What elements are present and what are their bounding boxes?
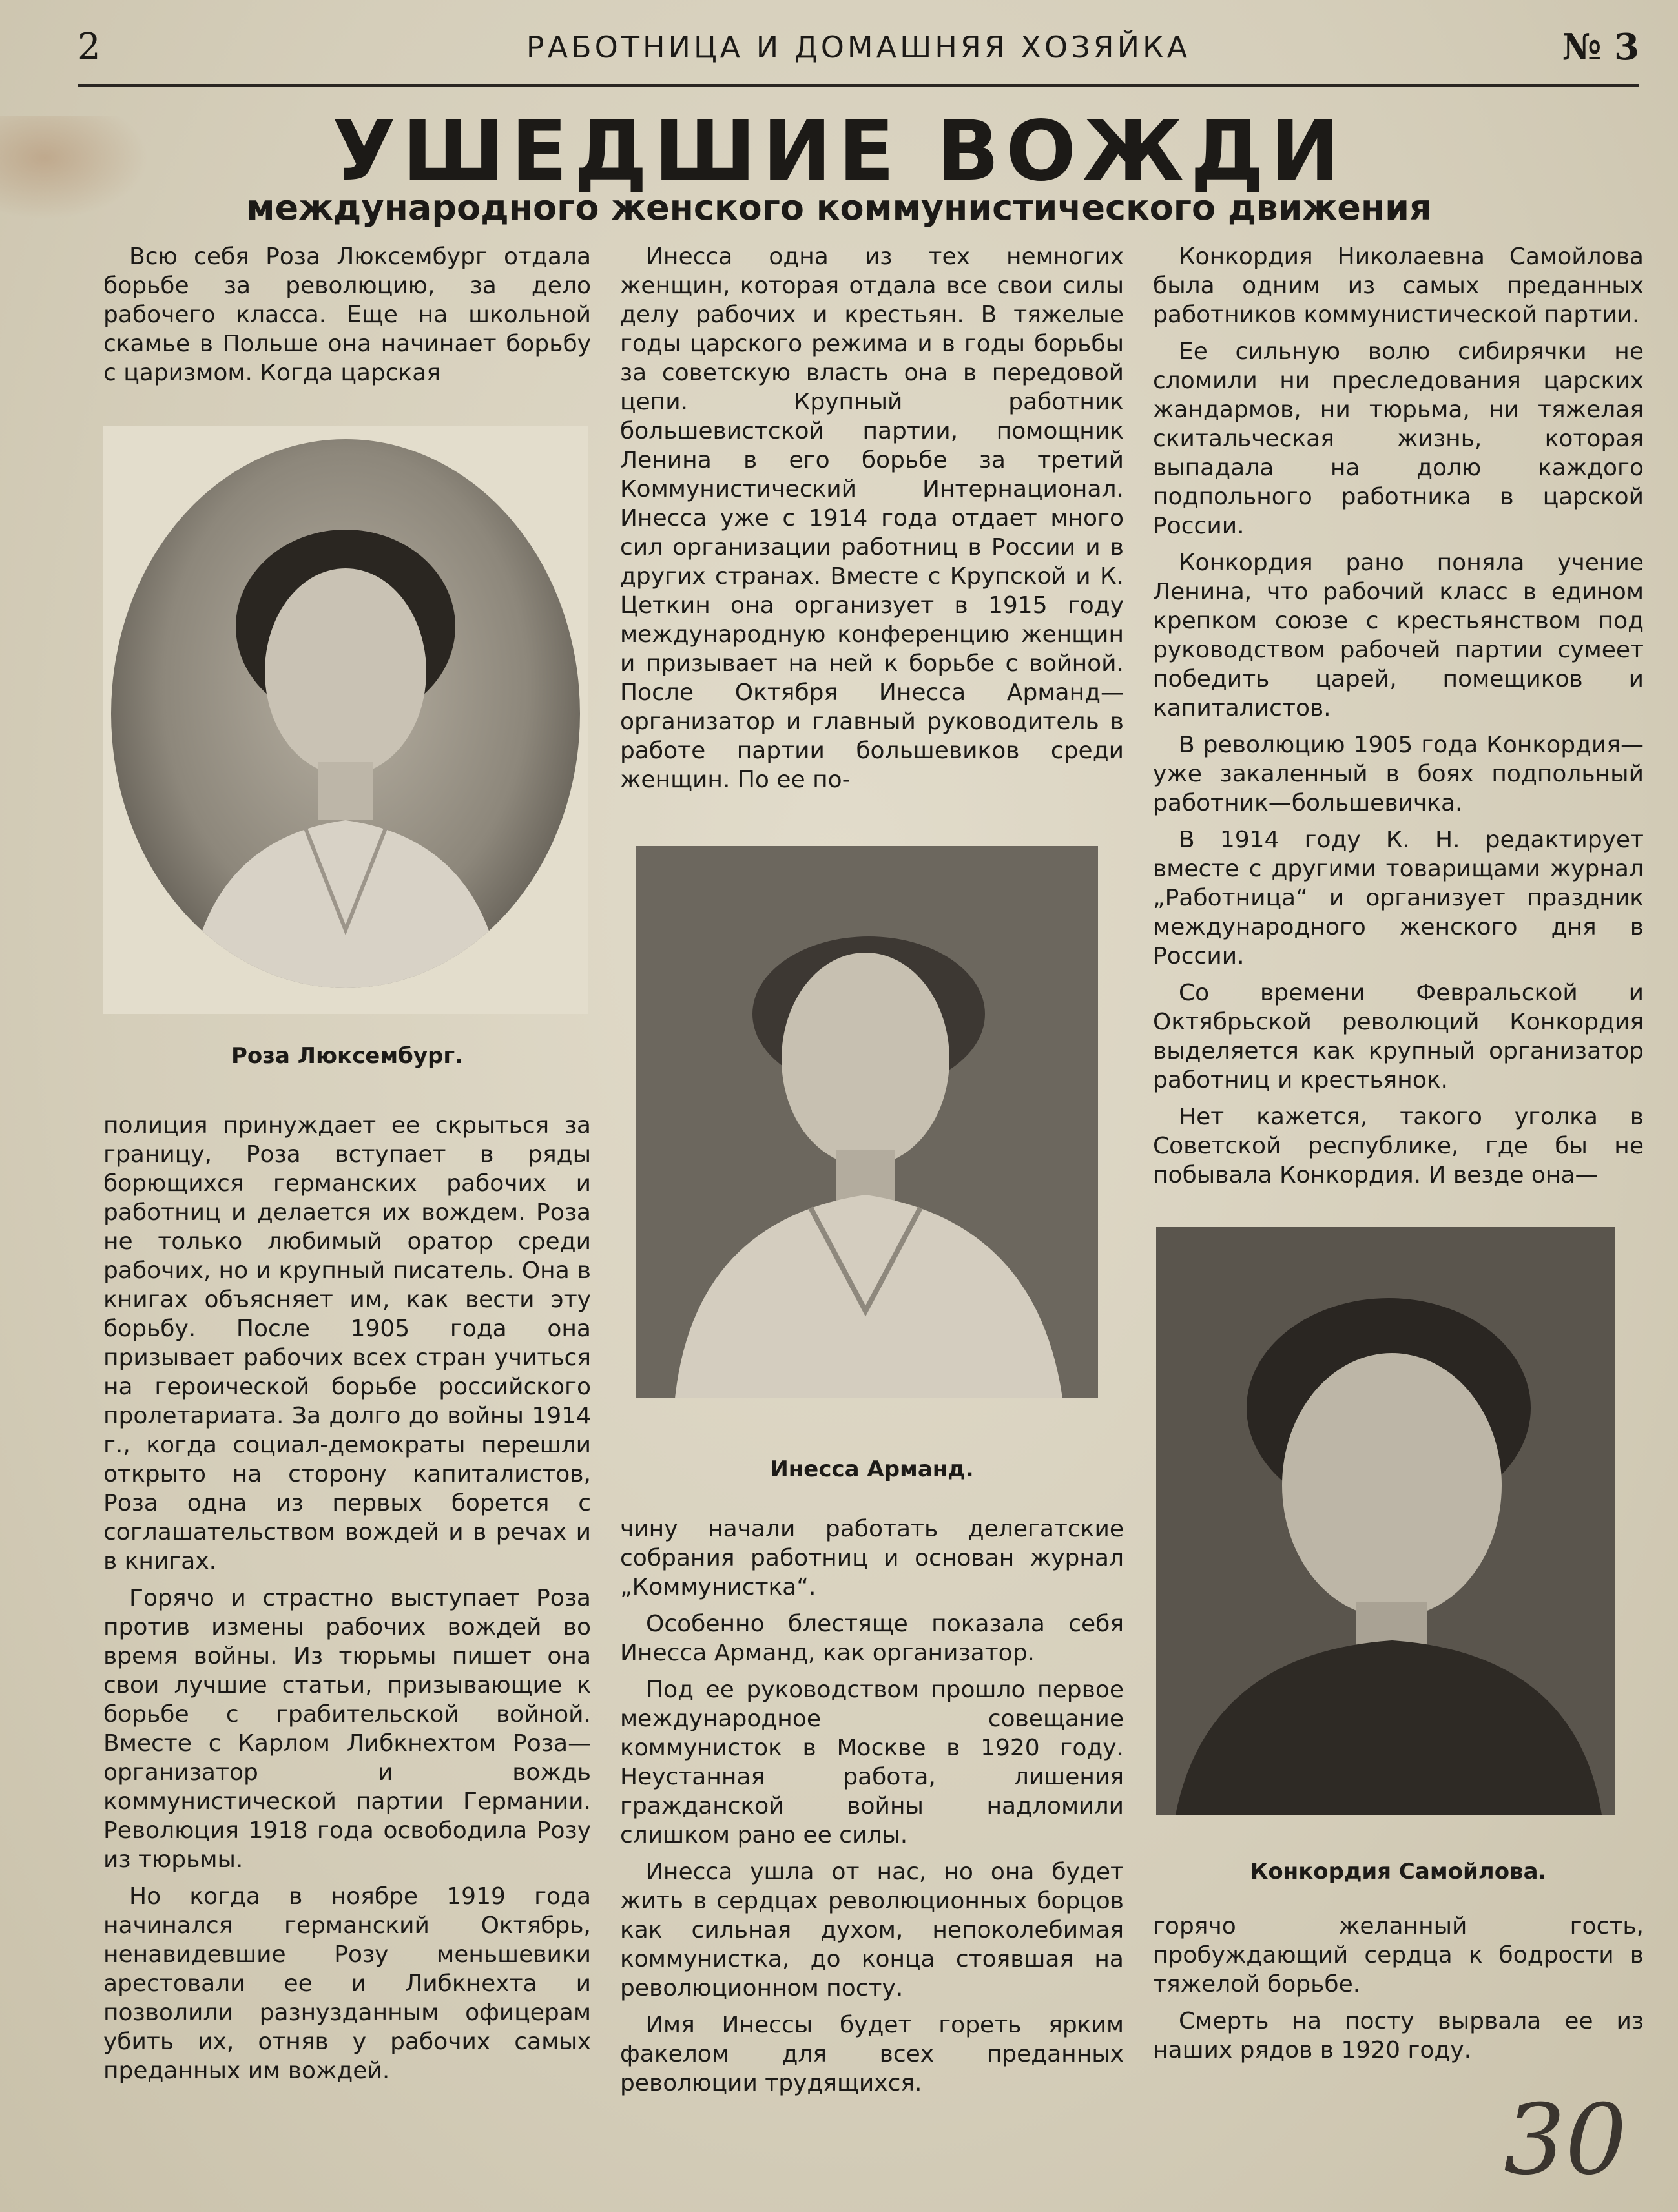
article-paragraph: Конкордия рано поняла учение Ленина, что рабочий класс в едином крепком союзе с крестьянством под руководством рабочей партии сумеет победить царей, помещиков и капиталистов.: [1153, 550, 1644, 721]
article-paragraph: Нет кажется, такого уголка в Советской республике, где бы не побывала Конкордия. И везде она—: [1153, 1104, 1644, 1188]
caption-luxemburg: Роза Люксембург.: [231, 1043, 464, 1069]
article-paragraph: Смерть на посту вырвала ее из наших рядов в 1920 году.: [1153, 2008, 1644, 2063]
masthead-title: РАБОТНИЦА И ДОМАШНЯЯ ХОЗЯЙКА: [526, 30, 1191, 65]
article-paragraph: Особенно блестяще показала себя Инесса Арманд, как организатор.: [620, 1611, 1124, 1666]
article-headline: УШЕДШИЕ ВОЖДИ: [332, 103, 1346, 200]
article-paragraph: Со времени Февральской и Октябрьской революций Конкордия выделяется как крупный организатор работниц и крестьянок.: [1153, 980, 1644, 1093]
article-paragraph: Конкордия Николаевна Самойлова была одним из самых преданных работников коммунистической партии.: [1153, 243, 1644, 328]
article-paragraph: Горячо и страстно выступает Роза против измены рабочих вождей во время войны. Из тюрьмы пишет она свои лучшие статьи, призывающие к борьбе с грабительской войной. Вместе с Карлом Либкнехтом Роза—организатор и вождь коммунистической партии Германии. Революция 1918 года освободила Розу из тюрьмы.: [103, 1585, 591, 1873]
column-1-bottom: [103, 1111, 591, 2093]
caption-armand: Инесса Арманд.: [770, 1456, 974, 1482]
column-2-top: [620, 242, 1124, 802]
column-3-top: [1153, 242, 1644, 1197]
article-paragraph: полиция принуждает ее скрыться за границу, Роза вступает в ряды борющихся германских рабочих и работниц и делается их вождем. Роза не только любимый оратор среди рабочих, но и крупный писатель. Она в книгах объясняет им, как вести эту борьбу. После 1905 года она призывает рабочих всех стран учиться на героической борьбе российского пролетариата. За долго до войны 1914 г., когда социал-демократы перешли открыто на сторону капиталистов, Роза одна из первых борется с соглашательством вождей и в речах и в книгах.: [103, 1112, 591, 1575]
handwritten-note: [1491, 2076, 1659, 2212]
column-2-bottom: [620, 1514, 1124, 2105]
portrait-frame-luxemburg: [103, 426, 588, 1014]
article-paragraph: Инесса одна из тех немногих женщин, которая отдала все свои силы делу рабочих и крестьян. В тяжелые годы царского режима и в годы борьбы за советскую власть она в передовой цепи. Крупный работник большевистской партии, помощник Ленина в его борьбе за третий Коммунистический Интернационал. Инесса уже с 1914 года отдает много сил организации работниц в России и в других странах. Вместе с Крупской и К. Цеткин она организует в 1915 году международную конференцию женщин и призывает на ней к борьбе с войной. После Октября Инесса Арманд—организатор и главный руководитель в работе партии большевиков среди женщин. По ее по-: [620, 243, 1124, 793]
article-paragraph: В революцию 1905 года Конкордия—уже закаленный в боях подпольный работник—большевичка.: [1153, 732, 1644, 816]
portrait-photo-armand: [636, 846, 1098, 1398]
page-number: 2: [78, 26, 101, 68]
article-paragraph: Всю себя Роза Люксембург отдала борьбе за революцию, за дело рабочего класса. Еще на школьной скамье в Польше она начинает борьбу с царизмом. Когда царская: [103, 243, 591, 386]
article-paragraph: горячо желанный гость, пробуждающий сердца к бодрости в тяжелой борьбе.: [1153, 1913, 1644, 1998]
article-paragraph: Инесса ушла от нас, но она будет жить в сердцах революционных борцов как сильная духом, непоколебимая коммунистка, до конца стоявшая на революционном посту.: [620, 1859, 1124, 2001]
column-1-top: [103, 242, 591, 395]
issue-number: № 3: [1562, 26, 1639, 68]
article-paragraph: В 1914 году К. Н. редактирует вместе с другими товарищами журнал „Работница“ и организует праздник международного женского дня в России.: [1153, 827, 1644, 969]
caption-samoylova: Конкордия Самойлова.: [1250, 1859, 1547, 1885]
article-paragraph: Но когда в ноябре 1919 года начинался германский Октябрь, ненавидевшие Розу меньшевики арестовали ее и Либкнехта и позволили разнузданным офицерам убить их, отняв у рабочих самых преданных им вождей.: [103, 1883, 591, 2084]
article-paragraph: чину начали работать делегатские собрания работниц и основан журнал „Коммунистка“.: [620, 1516, 1124, 1600]
article-subheadline: международного женского коммунистического движения: [246, 187, 1432, 228]
handwritten-note-text: 30: [1504, 2084, 1627, 2196]
masthead-row: [78, 19, 1639, 87]
article-paragraph: Ее сильную волю сибирячки не сломили ни преследования царских жандармов, ни тюрьма, ни тяжелая скитальческая жизнь, которая выпадала на долю каждого подпольного работника в царской России.: [1153, 338, 1644, 539]
portrait-photo-luxemburg: [111, 439, 580, 988]
column-3-bottom: [1153, 1912, 1644, 2072]
portrait-photo-samoylova: [1156, 1227, 1615, 1815]
article-paragraph: Имя Инессы будет гореть ярким факелом для всех преданных революции трудящихся.: [620, 2012, 1124, 2096]
article-paragraph: Под ее руководством прошло первое международное совещание коммунисток в Москве в 1920 году. Неустанная работа, лишения гражданской войны надломили слишком рано ее силы.: [620, 1677, 1124, 1848]
